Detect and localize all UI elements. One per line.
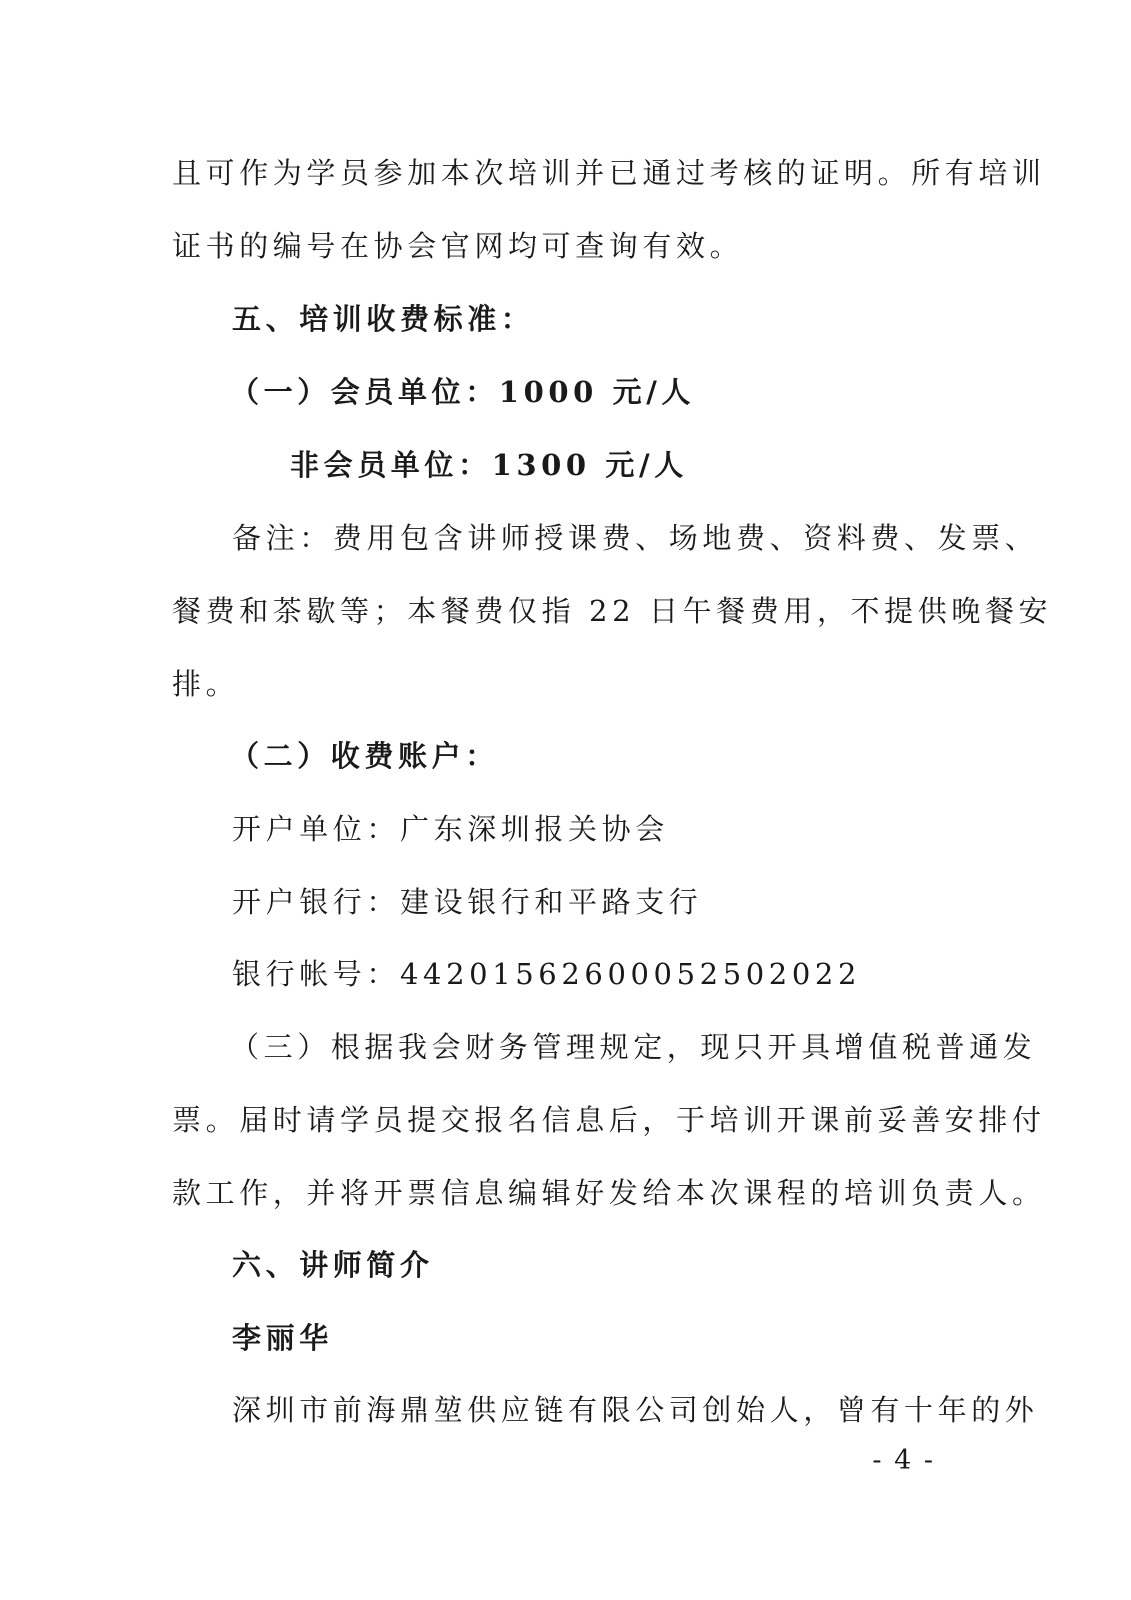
instructor-name: 李丽华 bbox=[232, 1321, 333, 1355]
account-bank: 开户银行：建设银行和平路支行 bbox=[232, 885, 703, 919]
section-heading-instructor: 六、讲师简介 bbox=[232, 1248, 434, 1282]
account-number: 银行帐号：44201562600052502022 bbox=[232, 957, 862, 991]
remark-line: 排。 bbox=[172, 667, 240, 701]
invoice-note-line: 票。届时请学员提交报名信息后，于培训开课前妥善安排付 bbox=[172, 1103, 1046, 1137]
subsection-heading-account: （二）收费账户： bbox=[230, 739, 499, 773]
invoice-note-line: （三）根据我会财务管理规定，现只开具增值税普通发 bbox=[230, 1030, 1037, 1064]
section-heading-fees: 五、培训收费标准： bbox=[232, 302, 535, 336]
paragraph-line: 证书的编号在协会官网均可查询有效。 bbox=[172, 229, 744, 263]
page-number: - 4 - bbox=[872, 1445, 935, 1476]
account-holder: 开户单位：广东深圳报关协会 bbox=[232, 812, 669, 846]
member-fee: （一）会员单位：1000 元/人 bbox=[230, 375, 696, 409]
paragraph-line: 且可作为学员参加本次培训并已通过考核的证明。所有培训 bbox=[172, 156, 1046, 190]
non-member-fee: 非会员单位：1300 元/人 bbox=[290, 448, 688, 482]
remark-line: 餐费和茶歇等；本餐费仅指 22 日午餐费用，不提供晚餐安 bbox=[172, 594, 1053, 628]
instructor-bio-line: 深圳市前海鼎堃供应链有限公司创始人，曾有十年的外 bbox=[232, 1393, 1039, 1427]
remark-line: 备注：费用包含讲师授课费、场地费、资料费、发票、 bbox=[232, 521, 1039, 555]
invoice-note-line: 款工作，并将开票信息编辑好发给本次课程的培训负责人。 bbox=[172, 1176, 1046, 1210]
